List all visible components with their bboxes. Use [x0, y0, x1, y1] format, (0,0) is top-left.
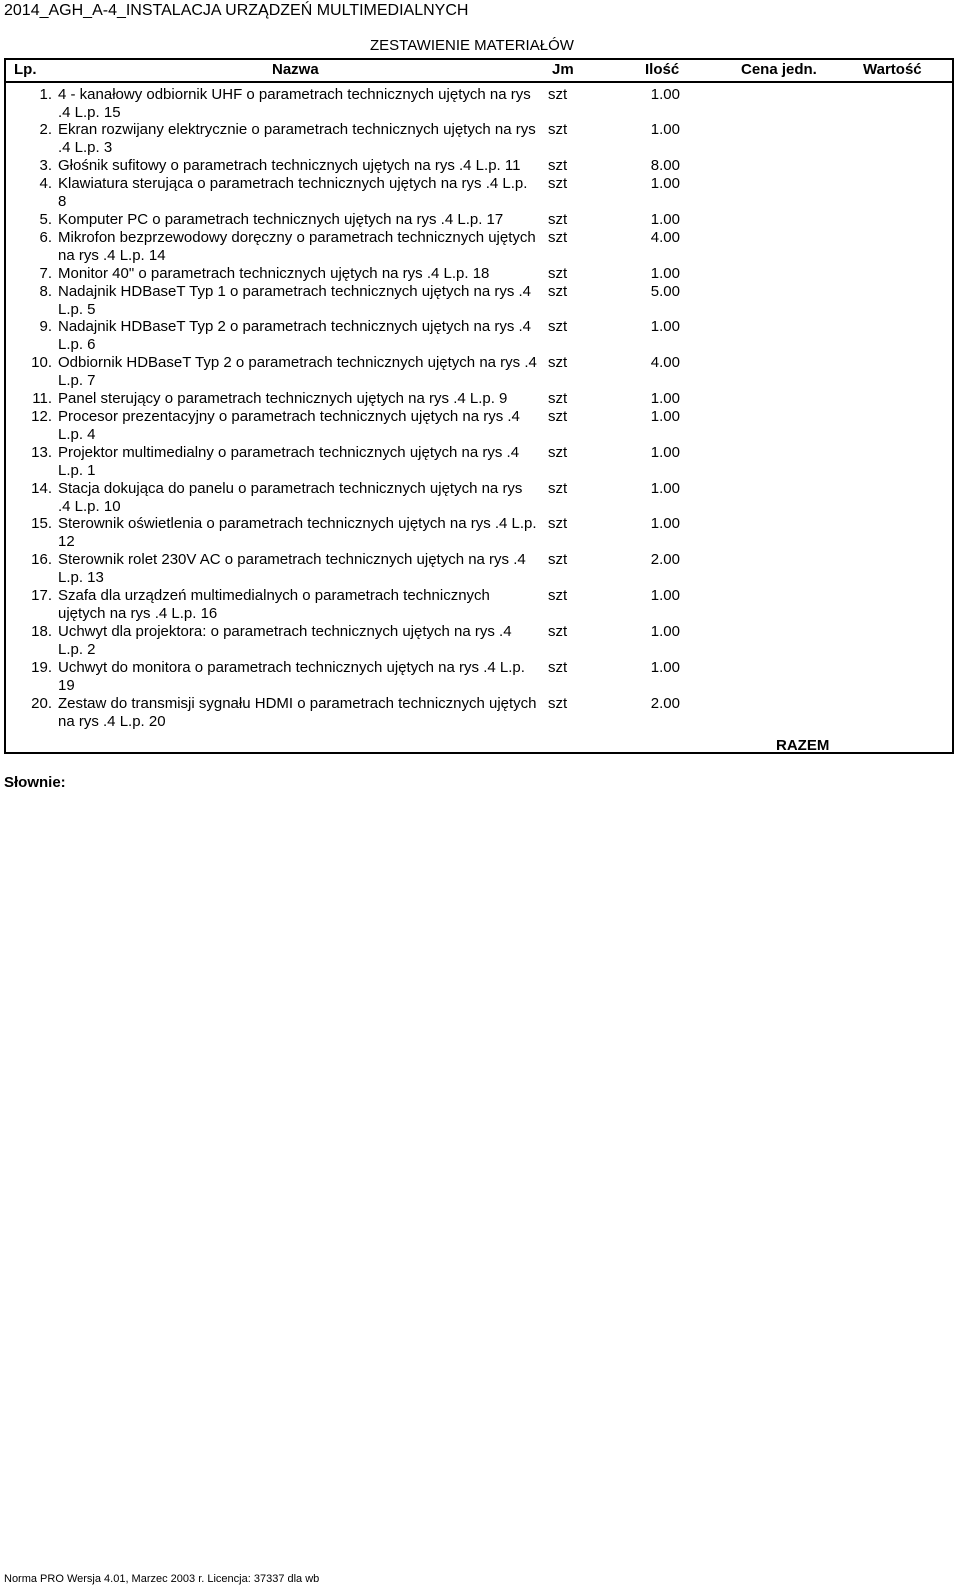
row-unit: szt: [548, 86, 568, 103]
row-unit: szt: [548, 480, 568, 497]
row-lp: 1.: [39, 86, 52, 103]
row-qty: 1.00: [650, 390, 680, 407]
row-qty: 4.00: [650, 354, 680, 371]
row-unit: szt: [548, 354, 568, 371]
row-unit: szt: [548, 587, 568, 604]
row-name: Szafa dla urządzeń multimedialnych o parametrach technicznych ujętych na rys .4 L.p. 16: [58, 587, 490, 622]
row-qty: 4.00: [650, 229, 680, 246]
header-jm: Jm: [552, 61, 574, 78]
row-unit: szt: [548, 515, 568, 532]
row-lp: 2.: [39, 121, 52, 138]
row-lp: 13.: [31, 444, 52, 461]
row-name: Odbiornik HDBaseT Typ 2 o parametrach technicznych ujętych na rys .4 L.p. 7: [58, 354, 537, 389]
row-unit: szt: [548, 211, 568, 228]
row-lp: 3.: [39, 157, 52, 174]
row-name: Nadajnik HDBaseT Typ 1 o parametrach technicznych ujętych na rys .4 L.p. 5: [58, 283, 532, 318]
row-lp: 18.: [31, 623, 52, 640]
header-cena: Cena jedn.: [741, 61, 817, 78]
row-qty: 1.00: [650, 659, 680, 676]
row-lp: 11.: [32, 390, 52, 407]
header-ilosc: Ilość: [645, 61, 680, 78]
row-qty: 1.00: [650, 211, 680, 228]
row-qty: 1.00: [650, 318, 680, 335]
row-qty: 1.00: [650, 121, 680, 138]
row-name: Ekran rozwijany elektrycznie o parametrach technicznych ujętych na rys .4 L.p. 3: [58, 121, 536, 156]
header-nazwa: Nazwa: [272, 61, 319, 78]
row-qty: 1.00: [650, 480, 680, 497]
row-name: Stacja dokująca do panelu o parametrach technicznych ujętych na rys .4 L.p. 10: [58, 480, 523, 515]
row-name: Projektor multimedialny o parametrach technicznych ujętych na rys .4 L.p. 1: [58, 444, 520, 479]
row-qty: 1.00: [650, 86, 680, 103]
row-unit: szt: [548, 121, 568, 138]
header-wartosc: Wartość: [863, 61, 922, 78]
row-lp: 5.: [39, 211, 52, 228]
row-name: Procesor prezentacyjny o parametrach technicznych ujętych na rys .4 L.p. 4: [58, 408, 520, 443]
row-lp: 8.: [39, 283, 52, 300]
row-name: Mikrofon bezprzewodowy doręczny o parametrach technicznych ujętych na rys .4 L.p. 14: [58, 229, 536, 264]
row-qty: 2.00: [650, 695, 680, 712]
row-name: Komputer PC o parametrach technicznych ujętych na rys .4 L.p. 17: [58, 211, 504, 228]
row-qty: 1.00: [650, 587, 680, 604]
row-qty: 1.00: [650, 408, 680, 425]
row-name: Zestaw do transmisji sygnału HDMI o parametrach technicznych ujętych na rys .4 L.p. 20: [58, 695, 537, 730]
row-qty: 8.00: [650, 157, 680, 174]
row-lp: 15.: [31, 515, 52, 532]
row-lp: 17.: [31, 587, 52, 604]
row-name: Uchwyt do monitora o parametrach technicznych ujętych na rys .4 L.p. 19: [58, 659, 525, 694]
row-qty: 1.00: [650, 265, 680, 282]
row-lp: 16.: [31, 551, 52, 568]
row-unit: szt: [548, 659, 568, 676]
document-title: 2014_AGH_A-4_INSTALACJA URZĄDZEŃ MULTIMEDIALNYCH: [4, 2, 469, 19]
row-unit: szt: [548, 408, 568, 425]
row-lp: 4.: [39, 175, 52, 192]
row-unit: szt: [548, 623, 568, 640]
row-name: 4 - kanałowy odbiornik UHF o parametrach technicznych ujętych na rys .4 L.p. 15: [58, 86, 531, 121]
footer-license: Norma PRO Wersja 4.01, Marzec 2003 r. Licencja: 37337 dla wb: [4, 1573, 320, 1585]
row-lp: 6.: [39, 229, 52, 246]
row-name: Klawiatura sterująca o parametrach technicznych ujętych na rys .4 L.p. 8: [58, 175, 528, 210]
row-name: Sterownik oświetlenia o parametrach technicznych ujętych na rys .4 L.p. 12: [58, 515, 537, 550]
row-unit: szt: [548, 444, 568, 461]
row-lp: 7.: [39, 265, 52, 282]
row-name: Panel sterujący o parametrach technicznych ujętych na rys .4 L.p. 9: [58, 390, 508, 407]
row-name: Nadajnik HDBaseT Typ 2 o parametrach technicznych ujętych na rys .4 L.p. 6: [58, 318, 532, 353]
row-lp: 20.: [31, 695, 52, 712]
row-lp: 14.: [31, 480, 52, 497]
row-name: Sterownik rolet 230V AC o parametrach technicznych ujętych na rys .4 L.p. 13: [58, 551, 526, 586]
row-lp: 19.: [31, 659, 52, 676]
row-qty: 2.00: [650, 551, 680, 568]
sheet-title: ZESTAWIENIE MATERIAŁÓW: [370, 37, 574, 54]
row-lp: 10.: [31, 354, 52, 371]
row-lp: 9.: [39, 318, 52, 335]
row-qty: 1.00: [650, 444, 680, 461]
row-unit: szt: [548, 551, 568, 568]
row-unit: szt: [548, 157, 568, 174]
header-lp: Lp.: [14, 61, 37, 78]
row-unit: szt: [548, 318, 568, 335]
razem-label: RAZEM: [776, 737, 830, 754]
row-unit: szt: [548, 265, 568, 282]
row-qty: 1.00: [650, 623, 680, 640]
row-unit: szt: [548, 695, 568, 712]
row-unit: szt: [548, 283, 568, 300]
row-qty: 1.00: [650, 515, 680, 532]
slownie-label: Słownie:: [4, 774, 66, 791]
row-name: Monitor 40" o parametrach technicznych ujętych na rys .4 L.p. 18: [58, 265, 490, 282]
row-qty: 5.00: [650, 283, 680, 300]
row-unit: szt: [548, 229, 568, 246]
header-divider: [4, 81, 954, 83]
row-unit: szt: [548, 175, 568, 192]
row-name: Uchwyt dla projektora: o parametrach technicznych ujętych na rys .4 L.p. 2: [58, 623, 512, 658]
row-lp: 12.: [31, 408, 52, 425]
row-qty: 1.00: [650, 175, 680, 192]
row-unit: szt: [548, 390, 568, 407]
row-name: Głośnik sufitowy o parametrach technicznych ujętych na rys .4 L.p. 11: [58, 157, 521, 174]
